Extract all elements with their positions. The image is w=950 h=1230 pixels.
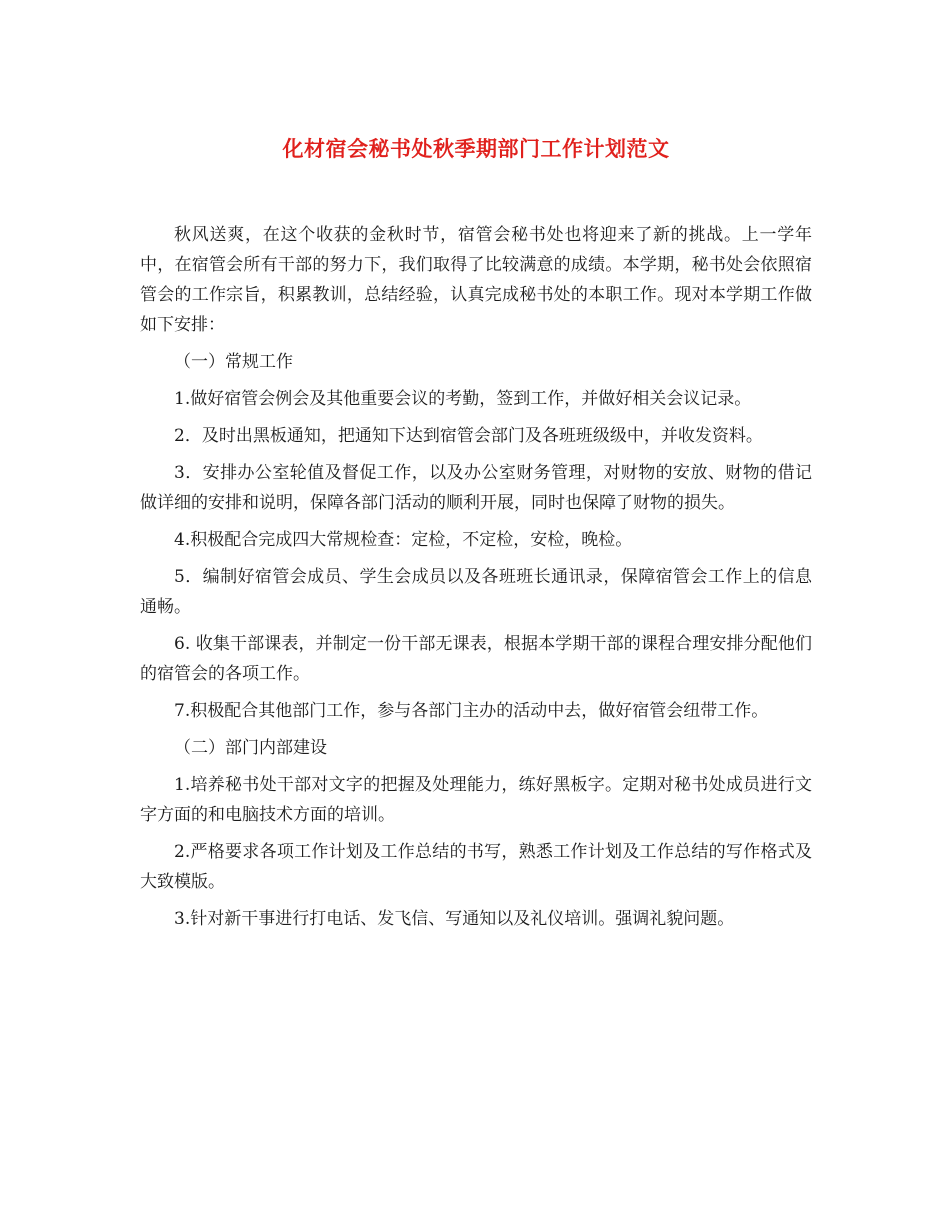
routine-item-3: 3．安排办公室轮值及督促工作，以及办公室财务管理，对财物的安放、财物的借记做详细的安排和说明，保障各部门活动的顺利开展，同时也保障了财物的损失。 (140, 463, 812, 513)
routine-item-1: 1.做好宿管会例会及其他重要会议的考勤，签到工作，并做好相关会议记录。 (174, 389, 752, 409)
routine-item-7: 7.积极配合其他部门工作，参与各部门主办的活动中去，做好宿管会纽带工作。 (174, 701, 769, 721)
internal-item-2: 2.严格要求各项工作计划及工作总结的书写，熟悉工作计划及工作总结的写作格式及大致模版。 (140, 842, 812, 892)
internal-item-1: 1.培养秘书处干部对文字的把握及处理能力，练好黑板字。定期对秘书处成员进行文字方面的和电脑技术方面的培训。 (140, 775, 812, 825)
section-heading-internal-building: （二）部门内部建设 (174, 738, 327, 758)
document-body (140, 220, 812, 941)
routine-item-4: 4.积极配合完成四大常规检查：定检，不定检，安检，晚检。 (174, 530, 633, 550)
routine-item-6: 6. 收集干部课表，并制定一份干部无课表，根据本学期干部的课程合理安排分配他们的宿管会的各项工作。 (140, 634, 812, 684)
intro-paragraph: 秋风送爽，在这个收获的金秋时节，宿管会秘书处也将迎来了新的挑战。上一学年中，在宿管会所有干部的努力下，我们取得了比较满意的成绩。本学期，秘书处会依照宿管会的工作宗旨，积累教训，总结经验，认真完成秘书处的本职工作。现对本学期工作做如下安排： (140, 225, 812, 335)
routine-item-5: 5．编制好宿管会成员、学生会成员以及各班班长通讯录，保障宿管会工作上的信息通畅。 (140, 567, 812, 617)
section-heading-routine-work: （一）常规工作 (174, 352, 293, 372)
document-title: 化材宿会秘书处秋季期部门工作计划范文 (282, 136, 670, 161)
internal-item-3: 3.针对新干事进行打电话、发飞信、写通知以及礼仪培训。强调礼貌问题。 (174, 909, 735, 929)
routine-item-2: 2．及时出黑板通知，把通知下达到宿管会部门及各班班级级中，并收发资料。 (174, 426, 763, 446)
